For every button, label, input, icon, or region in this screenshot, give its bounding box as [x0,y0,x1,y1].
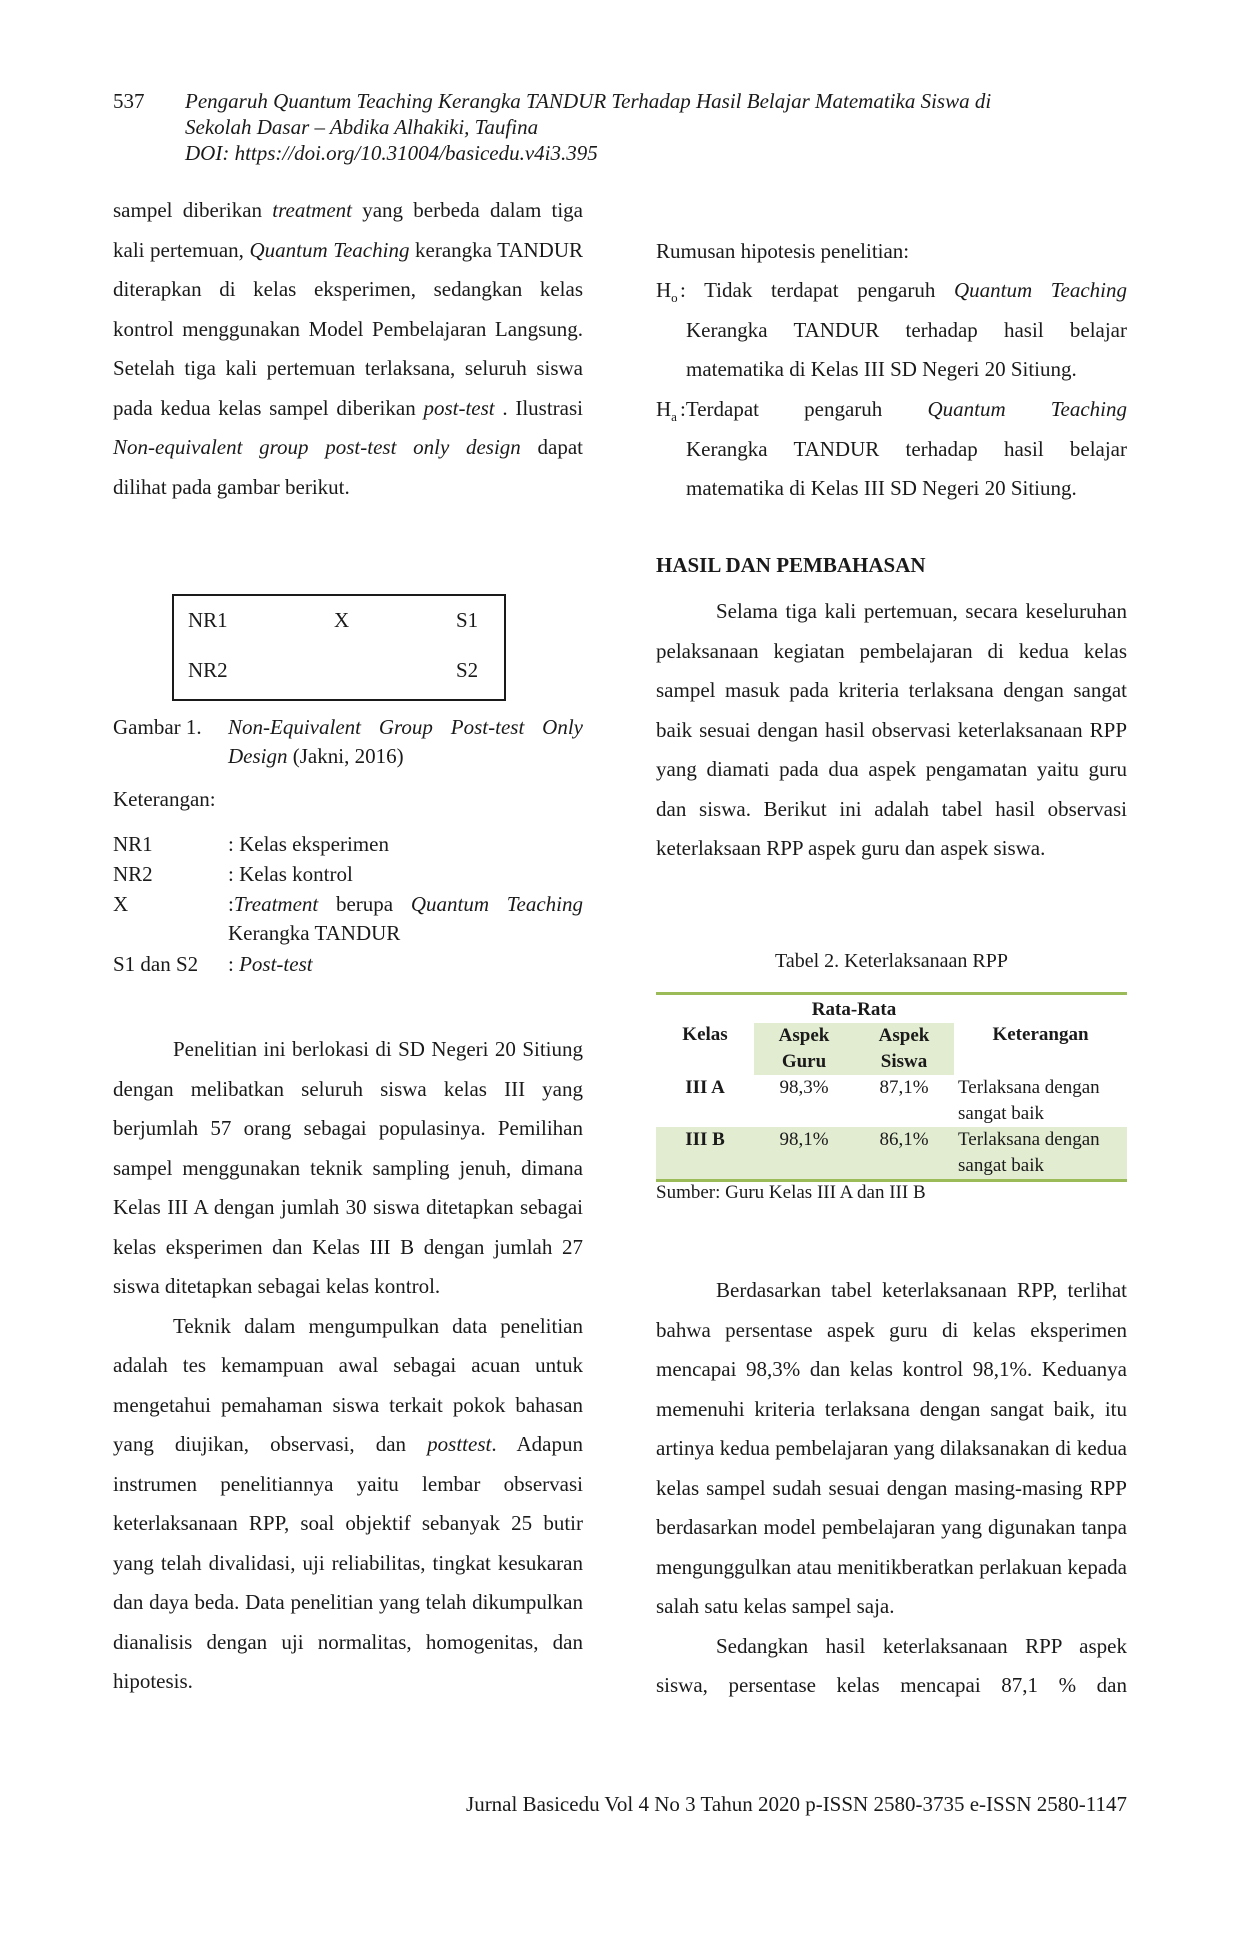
journal-footer: Jurnal Basicedu Vol 4 No 3 Tahun 2020 p-ISSN 2580-3735 e-ISSN 2580-1147 [466,1792,1127,1816]
right-paragraph-1: Selama tiga kali pertemuan, secara keseluruhan pelaksanaan kegiatan pembelajaran di kedua kelas sampel masuk pada kriteria terlaksana dengan sangat baik sesuai dengan hasil observasi keterlaksanaan RPP yang diamati pada dua aspek pengamatan yaitu guru dan siswa. Berikut ini adalah tabel hasil observasi keterlaksaan RPP aspek guru dan aspek siswa. [656,599,1127,860]
section-heading: HASIL DAN PEMBAHASAN [656,553,926,577]
table-header-kelas: Kelas [682,1024,728,1045]
left-paragraph-3: Teknik dalam mengumpulkan data penelitian adalah tes kemampuan awal sebagai acuan untuk mengetahui pemahaman siswa terkait pokok bahasan yang diujikan, observasi, dan posttest. Adapun instrumen penelitiannya yaitu lembar observasi keterlaksanaan RPP, soal objektif sebanyak 25 butir yang telah divalidasi, uji reliabilitas, tingkat kesukaran dan daya beda. Data penelitian yang telah dikumpulkan dianalisis dengan uji normalitas, homogenitas, dan hipotesis. [113,1313,583,1693]
table-cell-siswa: 86,1% [879,1129,929,1150]
rpp-table-wrapper [656,992,1127,1204]
table-cell-keterangan: Terlaksana dengan sangat baik [958,1129,1100,1176]
header-doi: DOI: https://doi.org/10.31004/basicedu.v4i3.395 [185,141,598,165]
hypothesis-ha: $H_a$ :Terdapat pengaruh Quantum Teaching Kerangka TANDUR terhadap hasil belajar matematika di Kelas III SD Negeri 20 Sitiung. [656,397,1127,500]
table-cell-siswa: 87,1% [879,1077,929,1098]
right-paragraphs-2-3 [656,1271,1127,1706]
left-paragraph-2: Penelitian ini berlokasi di SD Negeri 20 Sitiung dengan melibatkan seluruh siswa kelas III yang berjumlah 57 orang sebagai populasinya. Pemilihan sampel menggunakan teknik sampling jenuh, dimana Kelas III A dengan jumlah 30 siswa ditetapkan sebagai kelas eksperimen dan Kelas III B dengan jumlah 27 siswa ditetapkan sebagai kelas kontrol. [113,1037,583,1298]
left-paragraph-1: sampel diberikan treatment yang berbeda dalam tiga kali pertemuan, Quantum Teaching kerangka TANDUR diterapkan di kelas eksperimen, sedangkan kelas kontrol menggunakan Model Pembelajaran Langsung. Setelah tiga kali pertemuan terlaksana, seluruh siswa pada kedua kelas sampel diberikan post-test . Ilustrasi Non-equivalent group post-test only design dapat dilihat pada gambar berikut. [113,198,584,499]
figure-caption-title: Non-Equivalent Group Post-test Only Design (Jakni, 2016) [228,715,583,768]
keterangan-title: Keterangan: [113,787,216,811]
header-title-line-1: Pengaruh Quantum Teaching Kerangka TANDUR Terhadap Hasil Belajar Matematika Siswa di [185,89,992,113]
table-cell-kelas: III A [685,1077,725,1098]
table-source: Sumber: Guru Kelas III A dan III B [656,1182,926,1203]
hypothesis-h0: $H_o$ : Tidak terdapat pengaruh Quantum Teaching Kerangka TANDUR terhadap hasil belajar matematika di Kelas III SD Negeri 20 Sitiung. [656,278,1127,381]
table-caption: Tabel 2. Keterlaksanaan RPP [775,950,1008,972]
table-header-rata: Rata-Rata [811,999,897,1020]
design-s2: S2 [456,658,479,682]
table-row [656,1127,1127,1181]
table-cell-kelas: III B [685,1129,725,1150]
table-header-aspek-siswa: Aspek Siswa [854,1023,954,1075]
table-header-keterangan: Keterangan [992,1024,1089,1045]
header-title-line-2: Sekolah Dasar – Abdika Alhakiki, Taufina [185,115,539,139]
right-paragraph-3: Sedangkan hasil keterlaksanaan RPP aspek siswa, persentase kelas mencapai 87,1 % dan [656,1633,1127,1697]
design-nr1: NR1 [188,608,228,632]
table-row [656,1075,1127,1127]
table-cell-keterangan: Terlaksana dengan sangat baik [958,1077,1100,1124]
rpp-table [656,992,1127,1182]
right-paragraph-2: Berdasarkan tabel keterlaksanaan RPP, terlihat bahwa persentase aspek guru di kelas eksperimen mencapai 98,3% dan kelas kontrol 98,1%. Keduanya memenuhi kriteria terlaksana dengan sangat baik, itu artinya kedua pembelajaran yang dilaksanakan di kedua kelas sampel sudah sesuai dengan masing-masing RPP berdasarkan model pembelajaran yang digunakan tanpa mengunggulkan atau menitikberatkan perlakuan kepada salah satu kelas sampel saja. [656,1278,1127,1618]
design-nr2: NR2 [188,658,228,682]
design-diagram-box [172,594,506,701]
design-s1: S1 [456,608,479,632]
figure-caption-label: Gambar 1. [113,715,202,739]
page-number: 537 [113,89,145,113]
table-cell-guru: 98,3% [779,1077,829,1098]
design-x: X [334,608,350,632]
table-cell-guru: 98,1% [779,1129,829,1150]
left-paragraphs-2-3 [113,1030,583,1702]
hypothesis-intro: Rumusan hipotesis penelitian: [656,239,910,263]
running-header [185,88,1130,166]
table-header-aspek-guru: Aspek Guru [754,1023,854,1075]
